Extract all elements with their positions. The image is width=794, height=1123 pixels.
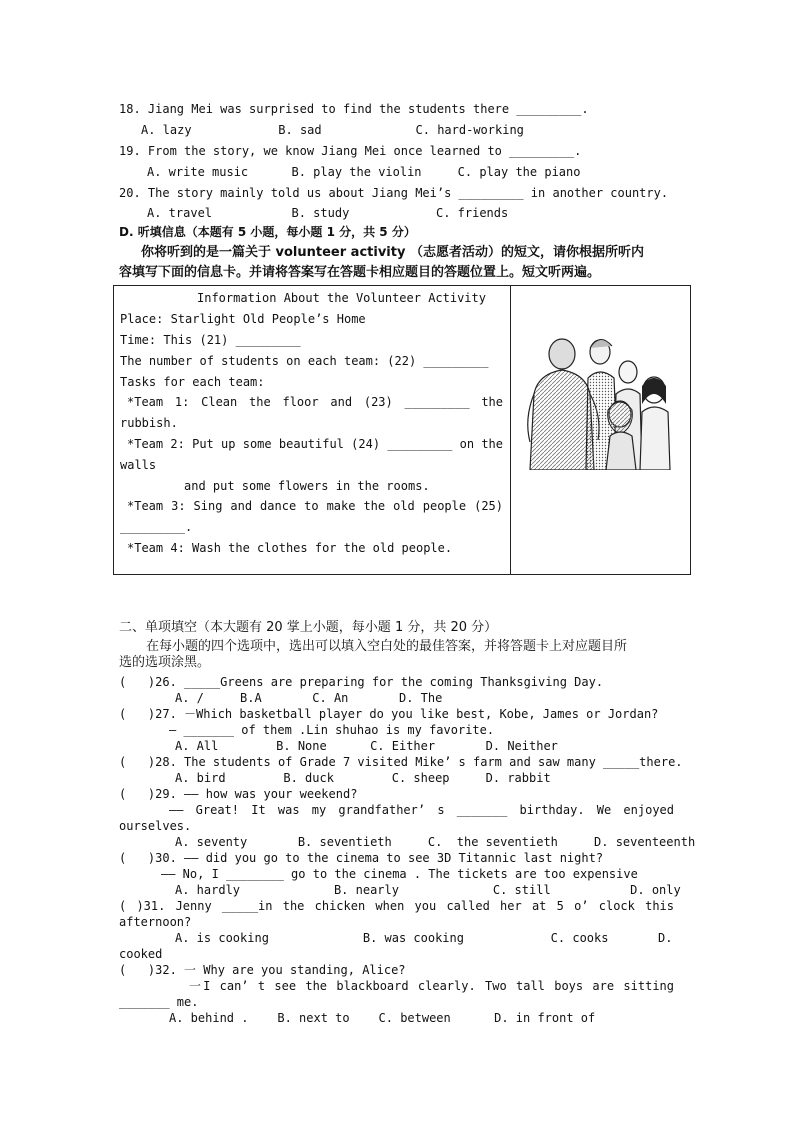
volunteers-illustration <box>520 324 672 470</box>
question-31: ( )31. Jenny _____in the chicken when you called her at 5 o’ clock this <box>119 899 674 913</box>
info-card-team3: *Team 3: Sing and dance to make the old people (25) <box>127 499 503 513</box>
section-d-instruction-2: 容填写下面的信息卡。并请将答案写在答题卡相应题目的答题位置上。短文听两遍。 <box>119 265 601 280</box>
question-30: ( )30. —— did you go to the cinema to see 3D Titannic last night? <box>119 851 604 865</box>
question-29-options: A. seventy B. seventieth C. the seventieth D. seventeenth <box>175 835 696 849</box>
info-card-divider <box>510 286 511 574</box>
part2-instruction-1: 在每小题的四个选项中，选出可以填入空白处的最佳答案，并将答题卡上对应题目所 <box>146 639 628 654</box>
question-26-options: A. / B.A C. An D. The <box>175 691 443 705</box>
question-32: ( )32. 一 Why are you standing, Alice? <box>119 963 406 977</box>
question-32-reply: 一I can’ t see the blackboard clearly. Two tall boys are sitting <box>189 979 674 993</box>
question-27-options: A. All B. None C. Either D. Neither <box>175 739 558 753</box>
question-29-reply: —— Great! It was my grandfather’ s _______ birthday. We enjoyed <box>169 803 674 817</box>
question-31-options: A. is cooking B. was cooking C. cooks <box>175 931 609 945</box>
question-28: ( )28. The students of Grade 7 visited Mike’ s farm and saw many _____there. <box>119 755 683 769</box>
question-18: 18. Jiang Mei was surprised to find the students there _________. <box>119 102 589 116</box>
info-card-title: Information About the Volunteer Activity <box>197 291 486 305</box>
question-30-options: A. hardly B. nearly C. still D. only <box>175 883 681 897</box>
section-d-instruction-1: 你将听到的是一篇关于 volunteer activity （志愿者活动）的短文，请你根据所听内 <box>141 245 644 260</box>
info-card-team3-cont: _________. <box>120 520 193 534</box>
info-card-time: Time: This (21) _________ <box>120 333 301 347</box>
question-32-options: A. behind . B. next to C. between D. in front of <box>169 1011 596 1025</box>
question-29: ( )29. —— how was your weekend? <box>119 787 358 801</box>
question-27-reply: — _______ of them .Lin shuhao is my favorite. <box>169 723 495 737</box>
question-30-reply: —— No, I ________ go to the cinema . The tickets are too expensive <box>161 867 638 881</box>
question-31-option-d-text: cooked <box>119 947 163 961</box>
question-28-options: A. bird B. duck C. sheep D. rabbit <box>175 771 551 785</box>
part2-instruction-2: 选的选项涂黑。 <box>119 655 211 670</box>
part2-heading: 二、单项填空（本大题有 20 掌上小题，每小题 1 分，共 20 分） <box>119 620 498 635</box>
info-card-place: Place: Starlight Old People’s Home <box>120 312 366 326</box>
section-d-heading: D. 听填信息（本题有 5 小题，每小题 1 分，共 5 分） <box>119 225 416 239</box>
info-card-team2: *Team 2: Put up some beautiful (24) _________ on the <box>127 437 503 451</box>
question-19-options: A. write music B. play the violin C. play the piano <box>147 165 581 179</box>
info-card-team1: *Team 1: Clean the floor and (23) _________ the <box>127 395 503 409</box>
info-card-tasks: Tasks for each team: <box>120 375 265 389</box>
info-card-team2-cont2: and put some flowers in the rooms. <box>184 479 430 493</box>
question-27: ( )27. －Which basketball player do you like best, Kobe, James or Jordan? <box>119 707 659 721</box>
info-card-team1-cont: rubbish. <box>120 416 178 430</box>
question-20: 20. The story mainly told us about Jiang Mei’s _________ in another country. <box>119 186 669 200</box>
info-card-team4: *Team 4: Wash the clothes for the old people. <box>127 541 453 555</box>
question-18-options: A. lazy B. sad C. hard-working <box>141 123 524 137</box>
info-card-number: The number of students on each team: (22) _________ <box>120 354 489 368</box>
question-32-cont: _______ me. <box>119 995 199 1009</box>
question-31-option-d: D. <box>658 931 673 945</box>
question-19: 19. From the story, we know Jiang Mei once learned to _________. <box>119 144 582 158</box>
question-26: ( )26. _____Greens are preparing for the coming Thanksgiving Day. <box>119 675 604 689</box>
info-card-team2-cont: walls <box>120 458 157 472</box>
question-31-cont: afternoon? <box>119 915 192 929</box>
info-card <box>113 285 691 575</box>
question-29-cont: ourselves. <box>119 819 192 833</box>
question-20-options: A. travel B. study C. friends <box>147 206 509 220</box>
